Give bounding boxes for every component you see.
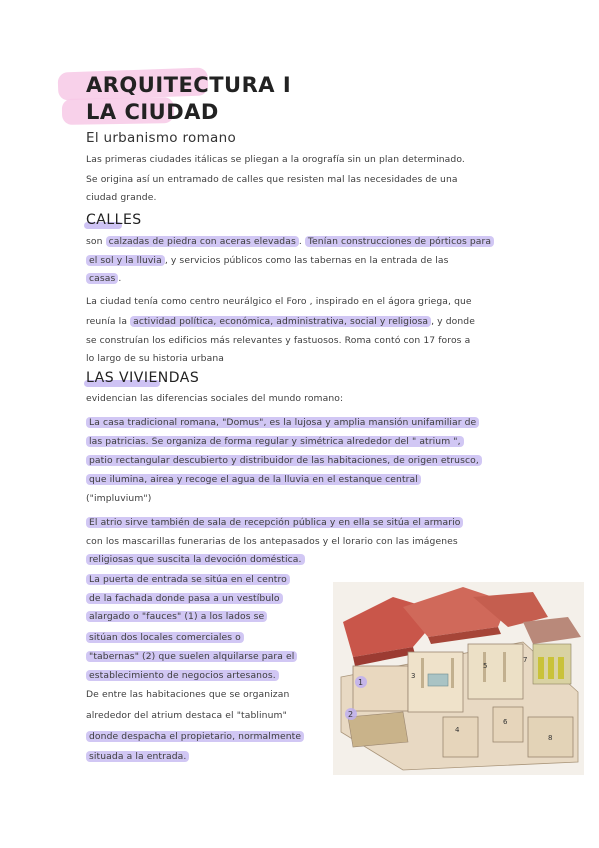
heading-viviendas: LAS VIVIENDAS xyxy=(86,370,200,386)
viviendas-p1-line: ("impluvium") xyxy=(86,493,152,504)
viviendas-p3-line: alrededor del atrium destaca el "tablinum" xyxy=(86,710,287,721)
viviendas-p2-line: con los mascarillas funerarias de los antepasados y el lorario con las imágenes xyxy=(86,536,458,547)
viviendas-p3-line: alargado o "fauces" (1) a los lados se xyxy=(86,611,267,622)
figure-label: 5 xyxy=(483,662,488,670)
viviendas-intro: evidencian las diferencias sociales del mundo romano: xyxy=(86,393,344,404)
viviendas-p1-line: las patricias. Se organiza de forma regular y simétrica alrededor del " atrium ", xyxy=(86,436,464,447)
figure-label: 8 xyxy=(548,734,553,742)
figure-label: 2 xyxy=(348,710,354,719)
figure-label: 1 xyxy=(358,678,364,687)
figure-label: 4 xyxy=(455,726,460,734)
viviendas-p3-line: donde despacha el propietario, normalmente xyxy=(86,731,304,742)
viviendas-p1-line: que ilumina, airea y recoge el agua de la lluvia en el estanque central xyxy=(86,474,421,485)
viviendas-p2-line: El atrio sirve también de sala de recepción pública y en ella se sitúa el armario xyxy=(86,517,463,528)
figure-label: 6 xyxy=(503,718,508,726)
viviendas-p3-line: sitúan dos locales comerciales o xyxy=(86,632,244,643)
viviendas-p3-line: De entre las habitaciones que se organizan xyxy=(86,689,290,700)
intro-line: Se origina así un entramado de calles que resisten mal las necesidades de una xyxy=(86,174,458,185)
domus-illustration xyxy=(333,582,584,775)
figure-label: 3 xyxy=(411,672,416,680)
viviendas-p3-line: La puerta de entrada se sitúa en el centro xyxy=(86,574,290,585)
calles-line: son calzadas de piedra con aceras elevadas . Tenían construcciones de pórticos para xyxy=(86,236,494,247)
viviendas-p1-line: patio rectangular descubierto y distribuidor de las habitaciones, de origen etrusco, xyxy=(86,455,482,466)
calles-p2-line: reunía la actividad política, económica, administrativa, social y religiosa , y donde xyxy=(86,316,475,327)
calles-p2-line: se construían los edificios más relevantes y fastuosos. Roma contó con 17 foros a xyxy=(86,335,471,346)
viviendas-p2-line: religiosas que suscita la devoción doméstica. xyxy=(86,554,305,565)
page-title: ARQUITECTURA I xyxy=(86,73,292,97)
calles-p2-line: La ciudad tenía como centro neurálgico el Foro , inspirado en el ágora griega, que xyxy=(86,296,472,307)
viviendas-p3-line: de la fachada donde pasa a un vestíbulo xyxy=(86,593,283,604)
calles-line: casas . xyxy=(86,273,121,284)
viviendas-p3-line: establecimiento de negocios artesanos. xyxy=(86,670,279,681)
section-subtitle: El urbanismo romano xyxy=(86,130,237,146)
heading-calles: CALLES xyxy=(86,212,142,228)
figure-label: 7 xyxy=(523,656,528,664)
domus-svg xyxy=(333,582,584,775)
calles-p2-line: lo largo de su historia urbana xyxy=(86,353,224,364)
viviendas-p3-line: situada a la entrada. xyxy=(86,751,189,762)
viviendas-p3-line: "tabernas" (2) que suelen alquilarse para el xyxy=(86,651,297,662)
page-subtitle-city: LA CIUDAD xyxy=(86,100,219,124)
intro-line: ciudad grande. xyxy=(86,192,157,203)
viviendas-p1-line: La casa tradicional romana, "Domus", es la lujosa y amplia mansión unifamiliar de xyxy=(86,417,479,428)
calles-line: el sol y la lluvia , y servicios públicos como las tabernas en la entrada de las xyxy=(86,255,449,266)
intro-line: Las primeras ciudades itálicas se pliegan a la orografía sin un plan determinado. xyxy=(86,154,465,165)
